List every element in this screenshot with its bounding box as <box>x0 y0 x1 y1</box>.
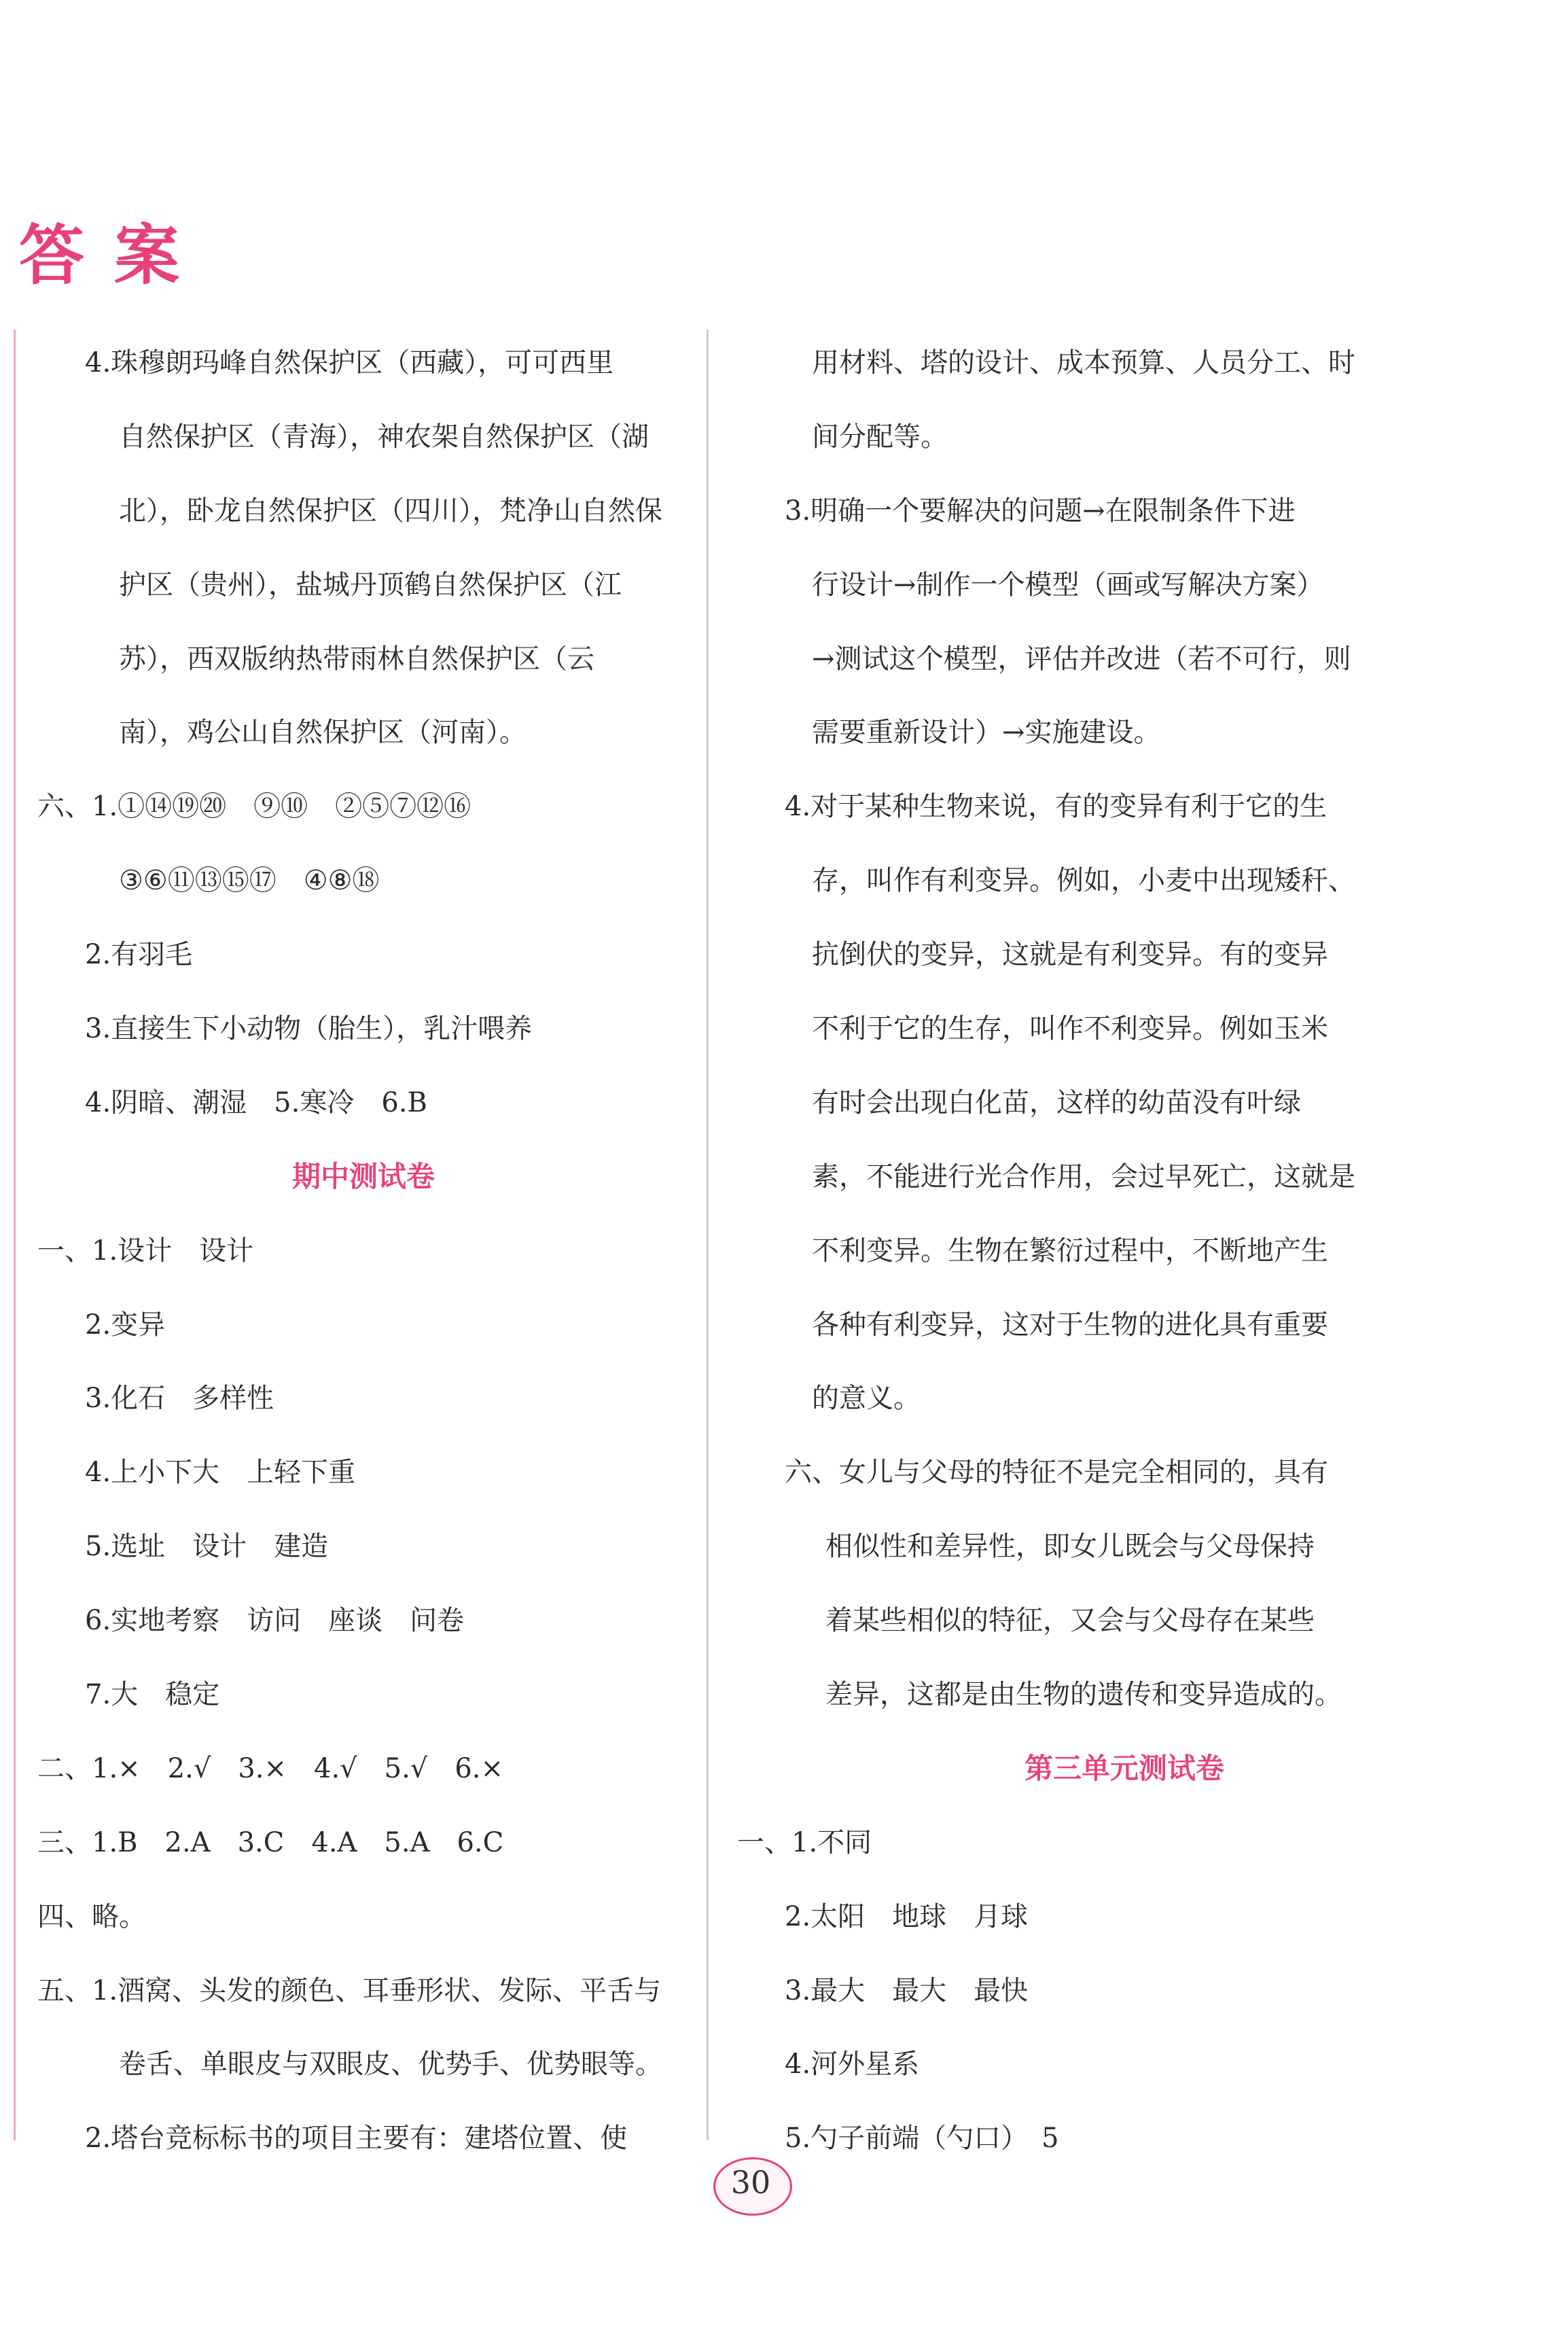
answer-line: 5.选址 设计 建造 <box>85 1531 329 1563</box>
answer-line: 素，不能进行光合作用，会过早死亡，这就是 <box>812 1161 1355 1192</box>
answer-line: 相似性和差异性，即女儿既会与父母保持 <box>825 1531 1315 1563</box>
answer-line: 自然保护区（青海），神农架自然保护区（湖 <box>119 421 649 453</box>
answer-line: 着某些相似的特征，又会与父母存在某些 <box>825 1605 1315 1637</box>
answer-line: 7.大 稳定 <box>85 1679 220 1711</box>
page-number: 30 <box>730 2164 771 2201</box>
answer-line: 北），卧龙自然保护区（四川），梵净山自然保 <box>119 495 662 527</box>
answer-line: 各种有利变异，这对于生物的进化具有重要 <box>812 1309 1328 1341</box>
answer-line: 4.对于某种生物来说，有的变异有利于它的生 <box>785 791 1328 823</box>
right-column <box>737 326 1464 2176</box>
left-margin-rule <box>14 330 16 2140</box>
answer-line: 2.太阳 地球 月球 <box>785 1900 1029 1932</box>
page-title: 答案 <box>19 217 209 294</box>
answer-line: →测试这个模型，评估并改进（若不可行，则 <box>812 643 1351 675</box>
answer-line: 需要重新设计）→实施建设。 <box>812 717 1161 749</box>
answer-line: 3.明确一个要解决的问题→在限制条件下进 <box>785 495 1296 527</box>
answer-line: 2.变异 <box>85 1309 166 1341</box>
answer-line: 行设计→制作一个模型（画或写解决方案） <box>812 569 1324 601</box>
answer-line: 4.上小下大 上轻下重 <box>85 1457 356 1489</box>
answer-line: 五、1.酒窝、头发的颜色、耳垂形状、发际、平舌与 <box>37 1974 662 2006</box>
answer-line: 间分配等。 <box>812 421 948 453</box>
answer-line: 3.化石 多样性 <box>85 1383 274 1415</box>
answer-line: 5.勺子前端（勺口） 5 <box>785 2123 1059 2155</box>
left-column <box>37 326 690 2176</box>
answer-line: 抗倒伏的变异，这就是有利变异。有的变异 <box>812 939 1328 971</box>
answer-line: 4.珠穆朗玛峰自然保护区（西藏），可可西里 <box>85 347 614 378</box>
answer-line: ③⑥⑪⑬⑮⑰ ④⑧⑱ <box>119 865 380 897</box>
section-title: 期中测试卷 <box>291 1159 435 1193</box>
answer-line: 差异，这都是由生物的遗传和变异造成的。 <box>825 1679 1342 1711</box>
answer-line: 南），鸡公山自然保护区（河南）。 <box>119 717 527 749</box>
answer-line: 一、1.设计 设计 <box>37 1235 254 1267</box>
answer-line: 3.直接生下小动物（胎生），乳汁喂养 <box>85 1013 533 1045</box>
section-title: 第三单元测试卷 <box>1024 1751 1224 1785</box>
answer-line: 卷舌、单眼皮与双眼皮、优势手、优势眼等。 <box>119 2049 662 2080</box>
answer-line: 4.阴暗、潮湿 5.寒冷 6.B <box>85 1086 427 1118</box>
answer-line: 不利于它的生存，叫作不利变异。例如玉米 <box>812 1013 1328 1045</box>
answer-line: 的意义。 <box>812 1383 921 1415</box>
answer-line: 2.有羽毛 <box>85 939 193 971</box>
answer-line: 用材料、塔的设计、成本预算、人员分工、时 <box>812 347 1355 378</box>
column-divider <box>707 330 709 2140</box>
answer-line: 三、1.B 2.A 3.C 4.A 5.A 6.C <box>37 1826 504 1858</box>
answer-line: 4.河外星系 <box>785 2049 920 2080</box>
answer-line: 3.最大 最大 最快 <box>785 1974 1029 2006</box>
answer-line: 有时会出现白化苗，这样的幼苗没有叶绿 <box>812 1086 1301 1118</box>
answer-line: 6.实地考察 访问 座谈 问卷 <box>85 1605 465 1637</box>
answer-line: 苏），西双版纳热带雨林自然保护区（云 <box>119 643 594 675</box>
answer-line: 六、女儿与父母的特征不是完全相同的，具有 <box>785 1457 1328 1489</box>
answer-line: 存，叫作有利变异。例如，小麦中出现矮秆、 <box>812 865 1355 897</box>
answer-line: 护区（贵州），盐城丹顶鹤自然保护区（江 <box>119 569 622 601</box>
answer-line: 四、略。 <box>37 1900 146 1932</box>
answer-line: 一、1.不同 <box>737 1826 872 1858</box>
answer-line: 不利变异。生物在繁衍过程中，不断地产生 <box>812 1235 1328 1267</box>
answer-line: 2.塔台竞标标书的项目主要有：建塔位置、使 <box>85 2123 628 2155</box>
answer-line: 二、1.× 2.√ 3.× 4.√ 5.√ 6.× <box>37 1752 503 1784</box>
page-footer <box>700 2144 802 2218</box>
answer-line: 六、1.①⑭⑲⑳ ⑨⑩ ②⑤⑦⑫⑯ <box>37 791 471 823</box>
